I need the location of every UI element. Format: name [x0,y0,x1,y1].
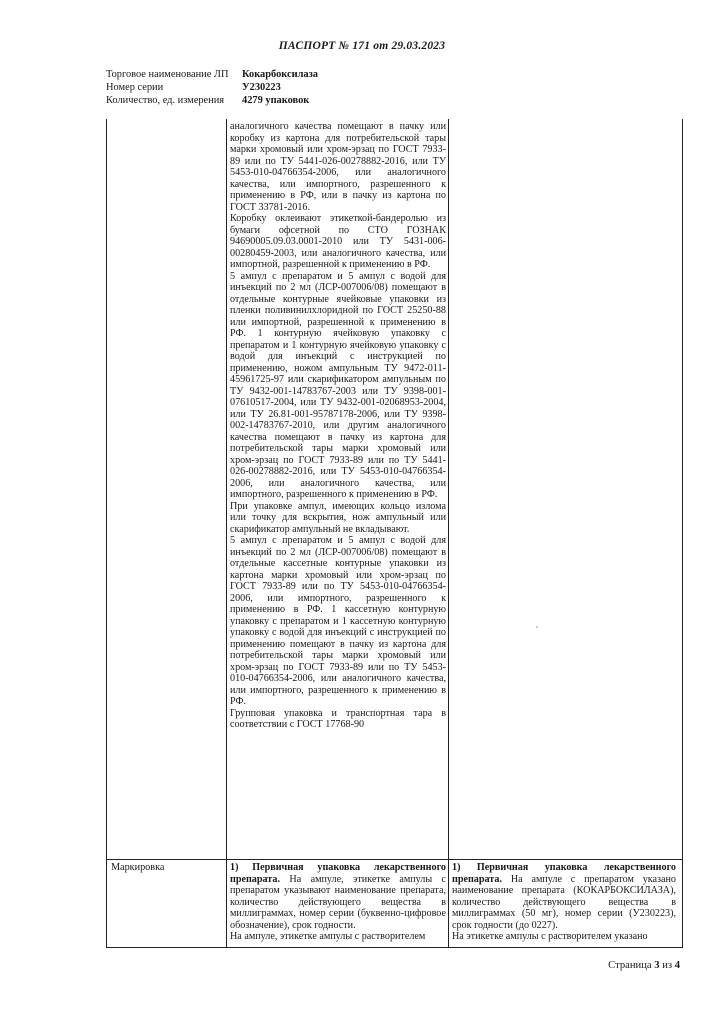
page-sep: из [662,960,673,971]
trade-name-label: Торговое наименование ЛП [106,69,229,80]
trade-name-value: Кокарбоксилаза [242,69,318,80]
table-row-divider [107,859,682,860]
quantity-label: Количество, ед. измерения [106,95,225,106]
quantity-value: 4279 упаковок [242,95,310,106]
marking-mid-text2: На ампуле, этикетке ампулы с растворителем [230,931,426,942]
series-value: У230223 [242,82,281,93]
spec-table [106,119,683,948]
marking-mid-paragraph [230,862,446,931]
packaging-paragraph: При упаковке ампул, имеющих кольцо излома или точку для вскрытия, нож ампульный или скарификатор ампульный не вкладывают. [230,500,446,535]
packaging-paragraph: Групповая упаковка и транспортная тара в соответствии с ГОСТ 17768-90 [230,707,446,730]
page-total: 4 [674,960,680,971]
marking-right-text: На ампуле с препаратом указано наименование препарата (КОКАРБОКСИЛАЗА), количество действующего вещества в миллиграммах (50 мг), номер серии (У230223), срок годности (до 0227). [452,873,676,931]
packaging-paragraph: 5 ампул с препаратом и 5 ампул с водой для инъекций по 2 мл (ЛСР-007006/08) помещают в отдельные контурные ячейковые упаковки из пленки поливинилхлоридной по ГОСТ 25250-88 или импортной, разрешенной к применению в РФ. 1 контурную ячейковую упаковку с препаратом и 1 контурную ячейковую упаковку с водой для инъекций с инструкцией по применению, ножом ампульным ТУ 9472-011-45961725-97 или скарификатором ампульным по ТУ 9432-001-14783767-2003 или ТУ 9398-001-07610517-2004, или ТУ 9432-001-02068953-2004, или ТУ 26.81-001-95787178-2006, или ТУ 9398-002-14783767-2010, или другим аналогичного качества помещают в пачку из картона для потребительской тары марки хромовый или хром-эрзац по ГОСТ 7933-89 или по ТУ 5441-026-00278882-2016, или ТУ 5453-010-04766354-2006, или аналогичного качества, или импортного, разрешенного к применению в РФ. [230,270,446,500]
quantity-row [106,94,310,107]
marking-right-paragraph [452,862,676,931]
table-divider [226,119,227,947]
page-footer [608,960,680,971]
series-row [106,81,281,94]
marking-label: Маркировка [111,862,165,873]
packaging-paragraph: Коробку оклеивают этикеткой-бандеролью из бумаги офсетной по СТО ГОЗНАК 94690005.09.03.0001-2010 или ТУ 5431-006-00280459-2003, или аналогичного качества, или импортной, разрешенной к применению в РФ. [230,213,446,270]
packaging-paragraph: аналогичного качества помещают в пачку или коробку из картона для потребительской тары марки хромовый или хром-эрзац по ГОСТ 7933-89 или по ТУ 5441-026-00278882-2016, или ТУ 5453-010-04766354-2006, или аналогичного качества, или импортного, разрешенного к применению в РФ, или в пачку из картона по ГОСТ 33781-2016. [230,121,446,213]
page-prefix: Страница [608,960,652,971]
trade-name-row [106,68,318,81]
marking-mid-heading: 1) Первичная упаковка лекарственного препарата. [230,862,446,885]
scan-speck [536,626,538,628]
marking-requirements [230,862,446,943]
page-current: 3 [654,960,660,971]
packaging-text [230,121,446,731]
passport-title: ПАСПОРТ № 171 от 29.03.2023 [278,40,446,52]
table-divider [448,119,449,947]
passport-meta [106,68,318,107]
packaging-paragraph: 5 ампул с препаратом и 5 ампул с водой для инъекций по 2 мл (ЛСР-007006/08) помещают в отдельные кассетные контурные упаковки из картона марки хромовый или хром-эрзац по ГОСТ 7933-89 или по ТУ 5453-010-04766354-2006, или импортного, разрешенного к применению в РФ. 1 кассетную контурную упаковку с препаратом и 1 кассетную контурную упаковку с водой для инъекций с инструкцией по применению помещают в пачку из картона для потребительской тары марки хромовый или хром-эрзац по ГОСТ 7933-89 или по ТУ 5453-010-04766354-2006, или аналогичного качества, или импортного, разрешенного к применению в РФ. [230,535,446,707]
marking-mid-text: На ампуле, этикетке ампулы с препаратом указывают наименование препарата, количество действующего вещества в миллиграммах, номер серии (буквенно-цифровое обозначение), срок годности. [230,873,447,931]
marking-right-text2: На этикетке ампулы с растворителем указано [452,931,648,942]
marking-right-heading: 1) Первичная упаковка лекарственного препарата. [452,862,676,885]
marking-results [452,862,676,943]
series-label: Номер серии [106,82,164,93]
